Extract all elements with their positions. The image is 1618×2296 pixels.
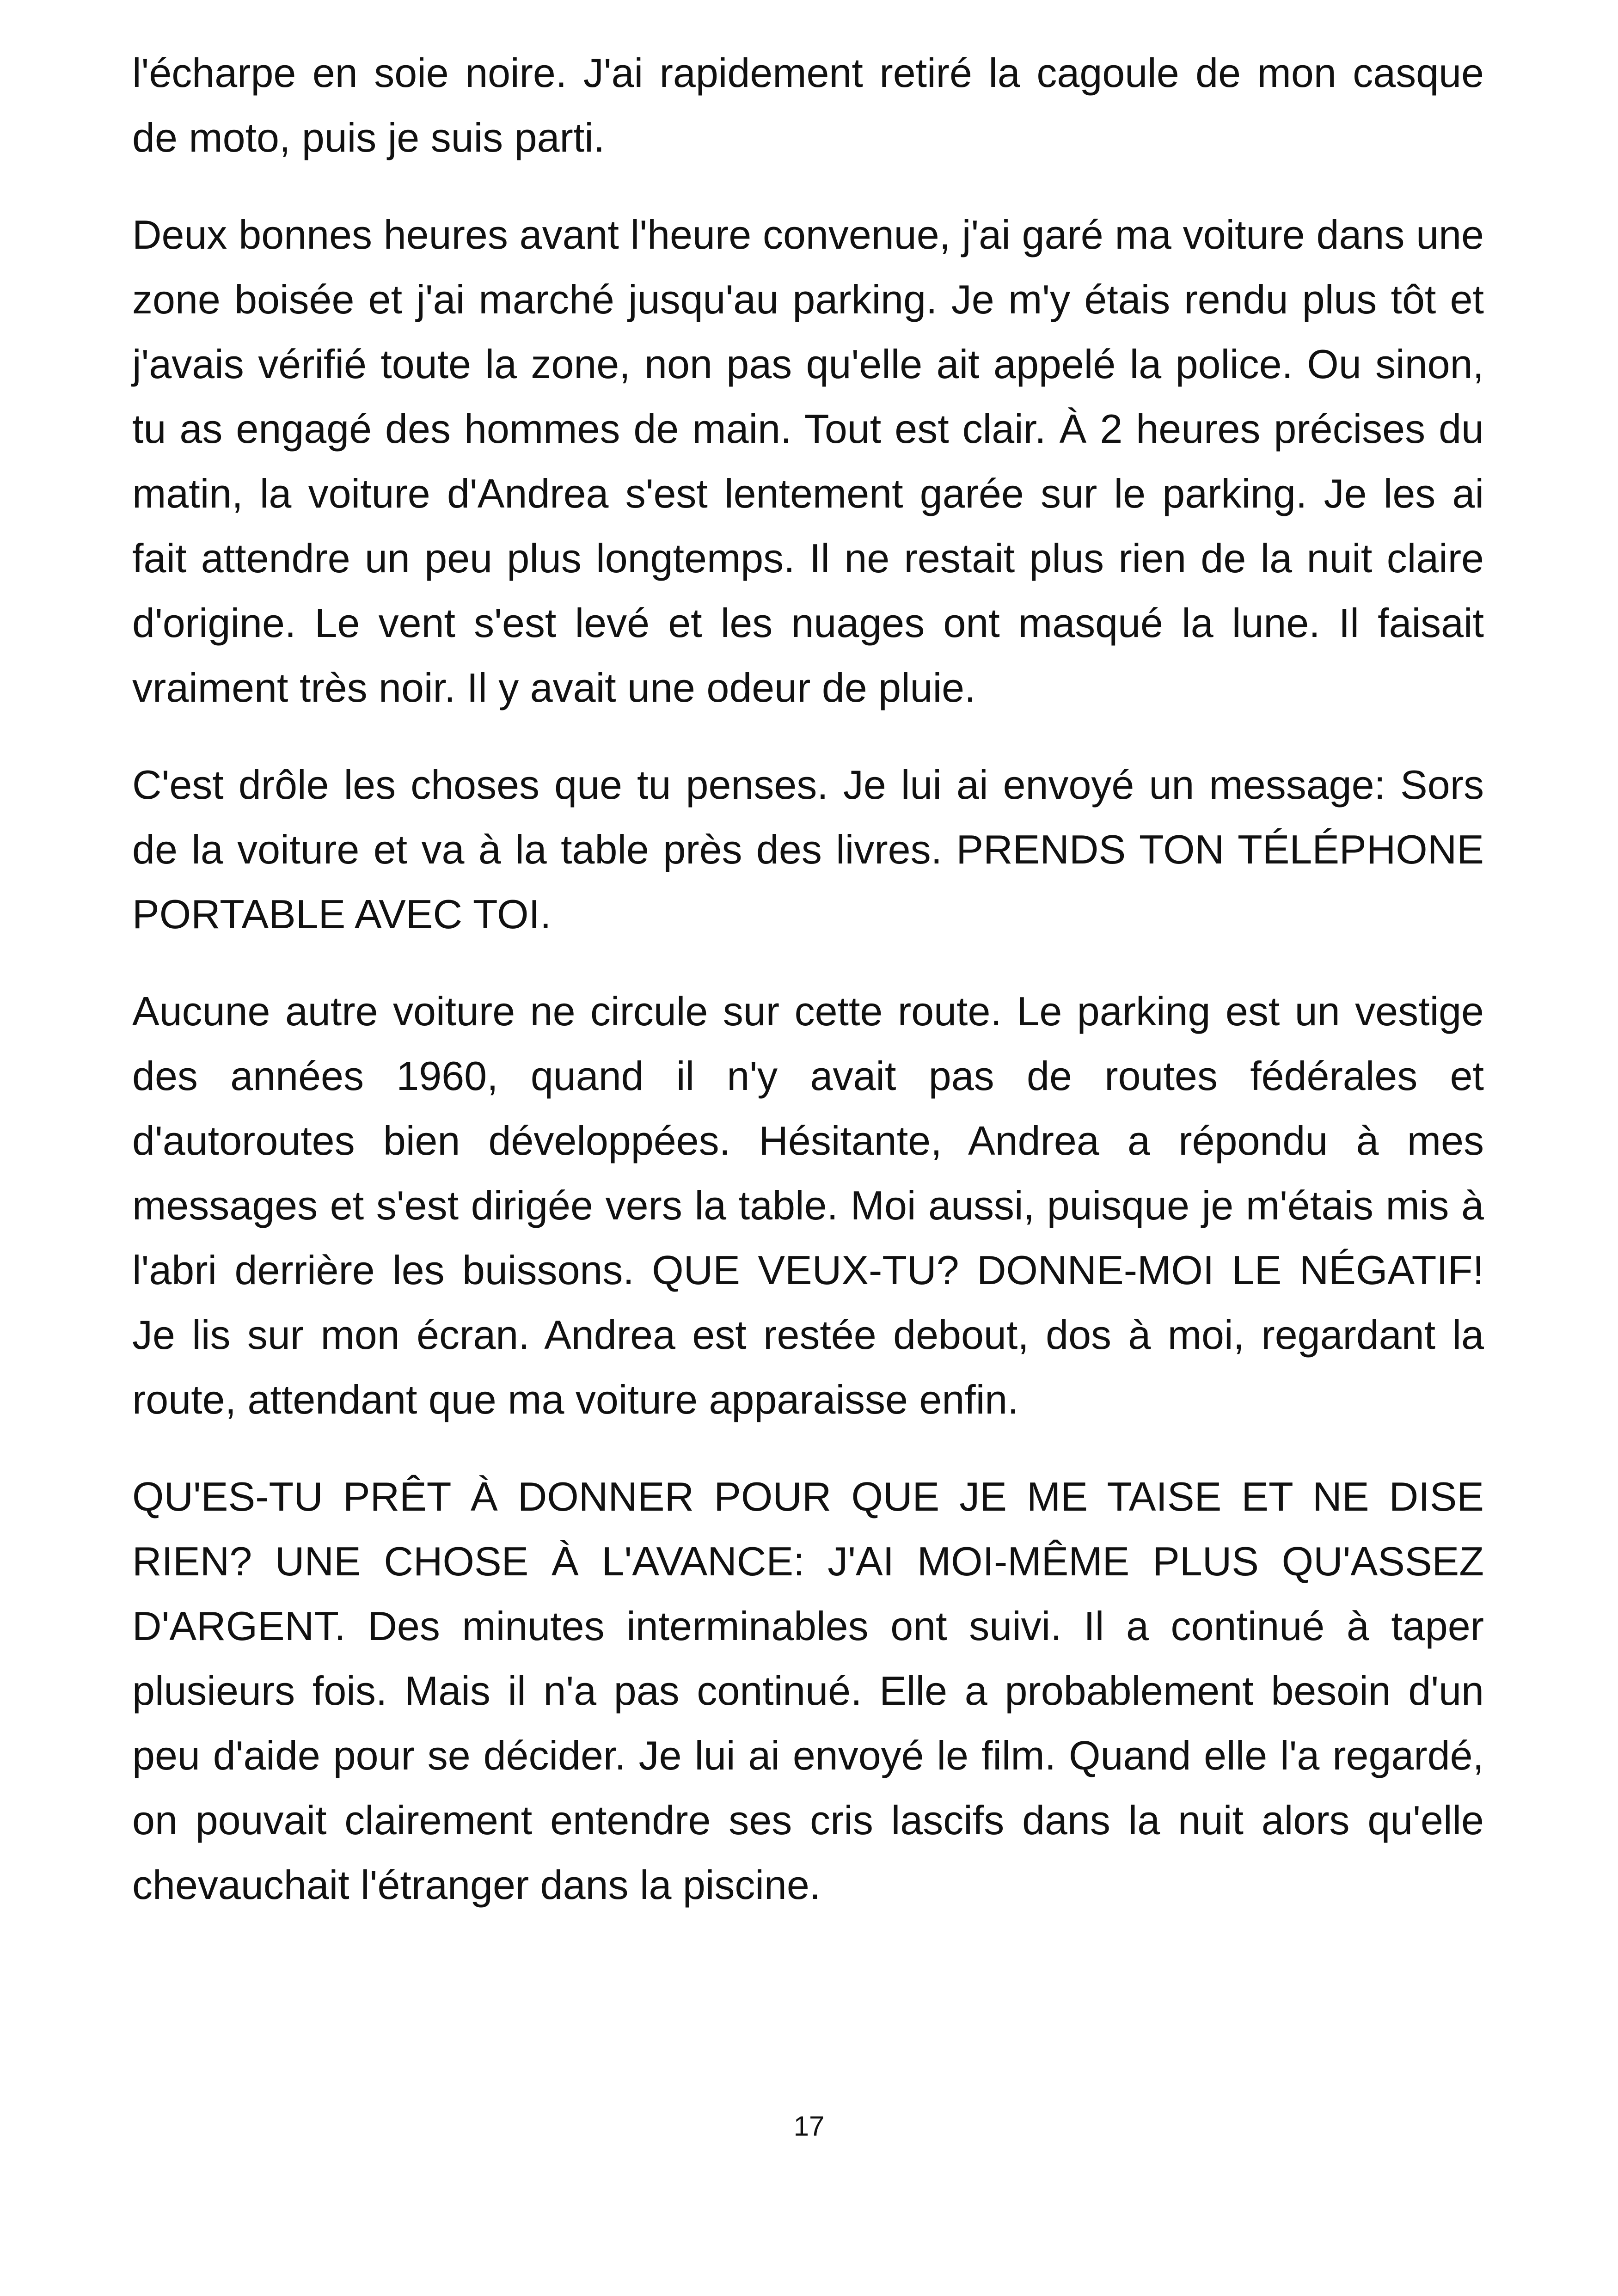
paragraph-2: Deux bonnes heures avant l'heure convenue, j'ai garé ma voiture dans une zone boisée et j'ai marché jusqu'au parking. Je m'y étais rendu plus tôt et j'avais vérifié toute la zone, non pas qu'elle ait appelé la police. Ou sinon, tu as engagé des hommes de main. Tout est clair. À 2 heures précises du matin, la voiture d'Andrea s'est lentement garée sur le parking. Je les ai fait attendre un peu plus longtemps. Il ne restait plus rien de la nuit claire d'origine. Le vent s'est levé et les nuages ont masqué la lune. Il faisait vraiment très noir. Il y avait une odeur de pluie. <box>132 212 1484 710</box>
paragraph-3: C'est drôle les choses que tu penses. Je lui ai envoyé un message: Sors de la voiture et va à la table près des livres. PRENDS TON TÉLÉPHONE PORTABLE AVEC TOI. <box>132 762 1484 937</box>
paragraph-5: QU'ES-TU PRÊT À DONNER POUR QUE JE ME TAISE ET NE DISE RIEN? UNE CHOSE À L'AVANCE: J'AI MOI-MÊME PLUS QU'ASSEZ D'ARGENT. Des minutes interminables ont suivi. Il a continué à taper plusieurs fois. Mais il n'a pas continué. Elle a probablement besoin d'un peu d'aide pour se décider. Je lui ai envoyé le film. Quand elle l'a regardé, on pouvait clairement entendre ses cris lascifs dans la nuit alors qu'elle chevauchait l'étranger dans la piscine. <box>132 1474 1484 1908</box>
paragraph-1: l'écharpe en soie noire. J'ai rapidement retiré la cagoule de mon casque de moto, puis je suis parti. <box>132 50 1484 160</box>
body-text <box>132 41 1484 1950</box>
page-number: 17 <box>793 2111 825 2142</box>
paragraph-4: Aucune autre voiture ne circule sur cette route. Le parking est un vestige des années 1960, quand il n'y avait pas de routes fédérales et d'autoroutes bien développées. Hésitante, Andrea a répondu à mes messages et s'est dirigée vers la table. Moi aussi, puisque je m'étais mis à l'abri derrière les buissons. QUE VEUX-TU? DONNE-MOI LE NÉGATIF! Je lis sur mon écran. Andrea est restée debout, dos à moi, regardant la route, attendant que ma voiture apparaisse enfin. <box>132 988 1484 1422</box>
